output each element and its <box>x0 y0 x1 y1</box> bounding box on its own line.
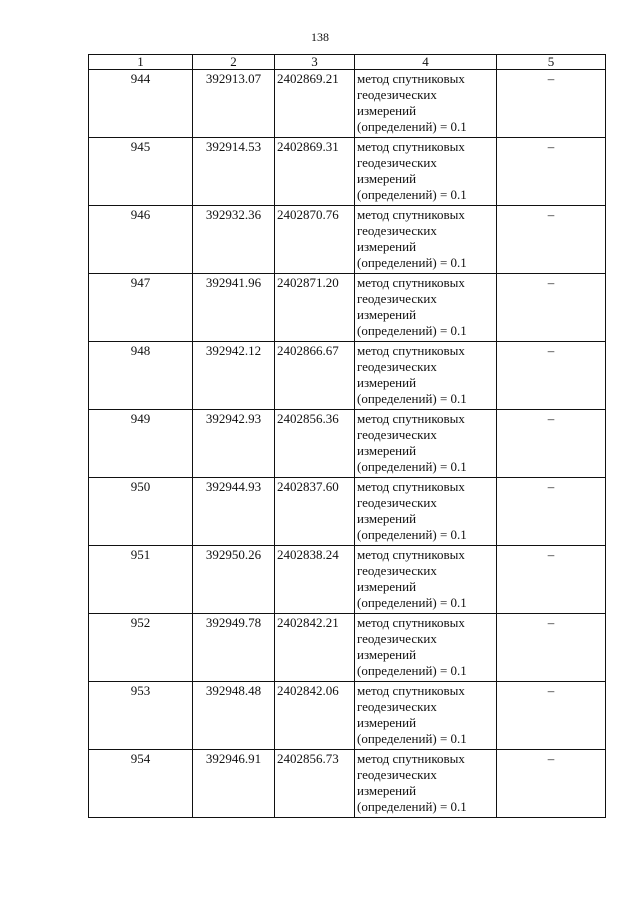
point-number-cell: 952 <box>89 614 193 682</box>
coordinate-x-cell: 392948.48 <box>193 682 275 750</box>
note-cell: – <box>497 614 606 682</box>
coordinate-y-cell: 2402870.76 <box>275 206 355 274</box>
method-cell: метод спутниковых геодезических измерений (определений) = 0.1 <box>355 410 497 478</box>
table-row <box>89 274 606 342</box>
column-header-1: 1 <box>89 55 193 70</box>
method-cell: метод спутниковых геодезических измерений (определений) = 0.1 <box>355 274 497 342</box>
method-cell: метод спутниковых геодезических измерений (определений) = 0.1 <box>355 546 497 614</box>
method-cell: метод спутниковых геодезических измерений (определений) = 0.1 <box>355 138 497 206</box>
column-header-3: 3 <box>275 55 355 70</box>
method-cell: метод спутниковых геодезических измерений (определений) = 0.1 <box>355 342 497 410</box>
coordinate-x-cell: 392950.26 <box>193 546 275 614</box>
note-cell: – <box>497 682 606 750</box>
column-header-5: 5 <box>497 55 606 70</box>
table-row <box>89 138 606 206</box>
coordinates-table <box>88 54 606 818</box>
point-number-cell: 950 <box>89 478 193 546</box>
table-header-row <box>89 55 606 70</box>
point-number-cell: 944 <box>89 70 193 138</box>
coordinate-x-cell: 392941.96 <box>193 274 275 342</box>
method-cell: метод спутниковых геодезических измерений (определений) = 0.1 <box>355 750 497 818</box>
note-cell: – <box>497 274 606 342</box>
table-row <box>89 342 606 410</box>
note-cell: – <box>497 342 606 410</box>
coordinate-y-cell: 2402842.21 <box>275 614 355 682</box>
table-row <box>89 410 606 478</box>
method-cell: метод спутниковых геодезических измерений (определений) = 0.1 <box>355 682 497 750</box>
method-cell: метод спутниковых геодезических измерений (определений) = 0.1 <box>355 206 497 274</box>
coordinate-x-cell: 392944.93 <box>193 478 275 546</box>
coordinate-y-cell: 2402871.20 <box>275 274 355 342</box>
coordinate-x-cell: 392932.36 <box>193 206 275 274</box>
note-cell: – <box>497 410 606 478</box>
table-body <box>89 70 606 818</box>
point-number-cell: 946 <box>89 206 193 274</box>
note-cell: – <box>497 478 606 546</box>
coordinate-x-cell: 392914.53 <box>193 138 275 206</box>
table-row <box>89 682 606 750</box>
coordinate-x-cell: 392942.12 <box>193 342 275 410</box>
table-row <box>89 750 606 818</box>
method-cell: метод спутниковых геодезических измерений (определений) = 0.1 <box>355 614 497 682</box>
coordinate-y-cell: 2402869.21 <box>275 70 355 138</box>
coordinate-x-cell: 392946.91 <box>193 750 275 818</box>
method-cell: метод спутниковых геодезических измерений (определений) = 0.1 <box>355 478 497 546</box>
coordinate-y-cell: 2402838.24 <box>275 546 355 614</box>
coordinate-y-cell: 2402866.67 <box>275 342 355 410</box>
point-number-cell: 948 <box>89 342 193 410</box>
point-number-cell: 954 <box>89 750 193 818</box>
note-cell: – <box>497 206 606 274</box>
table-row <box>89 546 606 614</box>
point-number-cell: 951 <box>89 546 193 614</box>
note-cell: – <box>497 138 606 206</box>
coordinate-x-cell: 392942.93 <box>193 410 275 478</box>
column-header-4: 4 <box>355 55 497 70</box>
note-cell: – <box>497 750 606 818</box>
coordinate-y-cell: 2402856.36 <box>275 410 355 478</box>
point-number-cell: 947 <box>89 274 193 342</box>
coordinate-x-cell: 392913.07 <box>193 70 275 138</box>
page-number: 138 <box>311 30 329 44</box>
note-cell: – <box>497 546 606 614</box>
note-cell: – <box>497 70 606 138</box>
point-number-cell: 953 <box>89 682 193 750</box>
point-number-cell: 949 <box>89 410 193 478</box>
coordinate-y-cell: 2402837.60 <box>275 478 355 546</box>
coordinate-y-cell: 2402856.73 <box>275 750 355 818</box>
table-row <box>89 614 606 682</box>
table-row <box>89 478 606 546</box>
point-number-cell: 945 <box>89 138 193 206</box>
coordinate-y-cell: 2402842.06 <box>275 682 355 750</box>
column-header-2: 2 <box>193 55 275 70</box>
coordinate-x-cell: 392949.78 <box>193 614 275 682</box>
table-row <box>89 206 606 274</box>
method-cell: метод спутниковых геодезических измерений (определений) = 0.1 <box>355 70 497 138</box>
coordinate-y-cell: 2402869.31 <box>275 138 355 206</box>
table-row <box>89 70 606 138</box>
